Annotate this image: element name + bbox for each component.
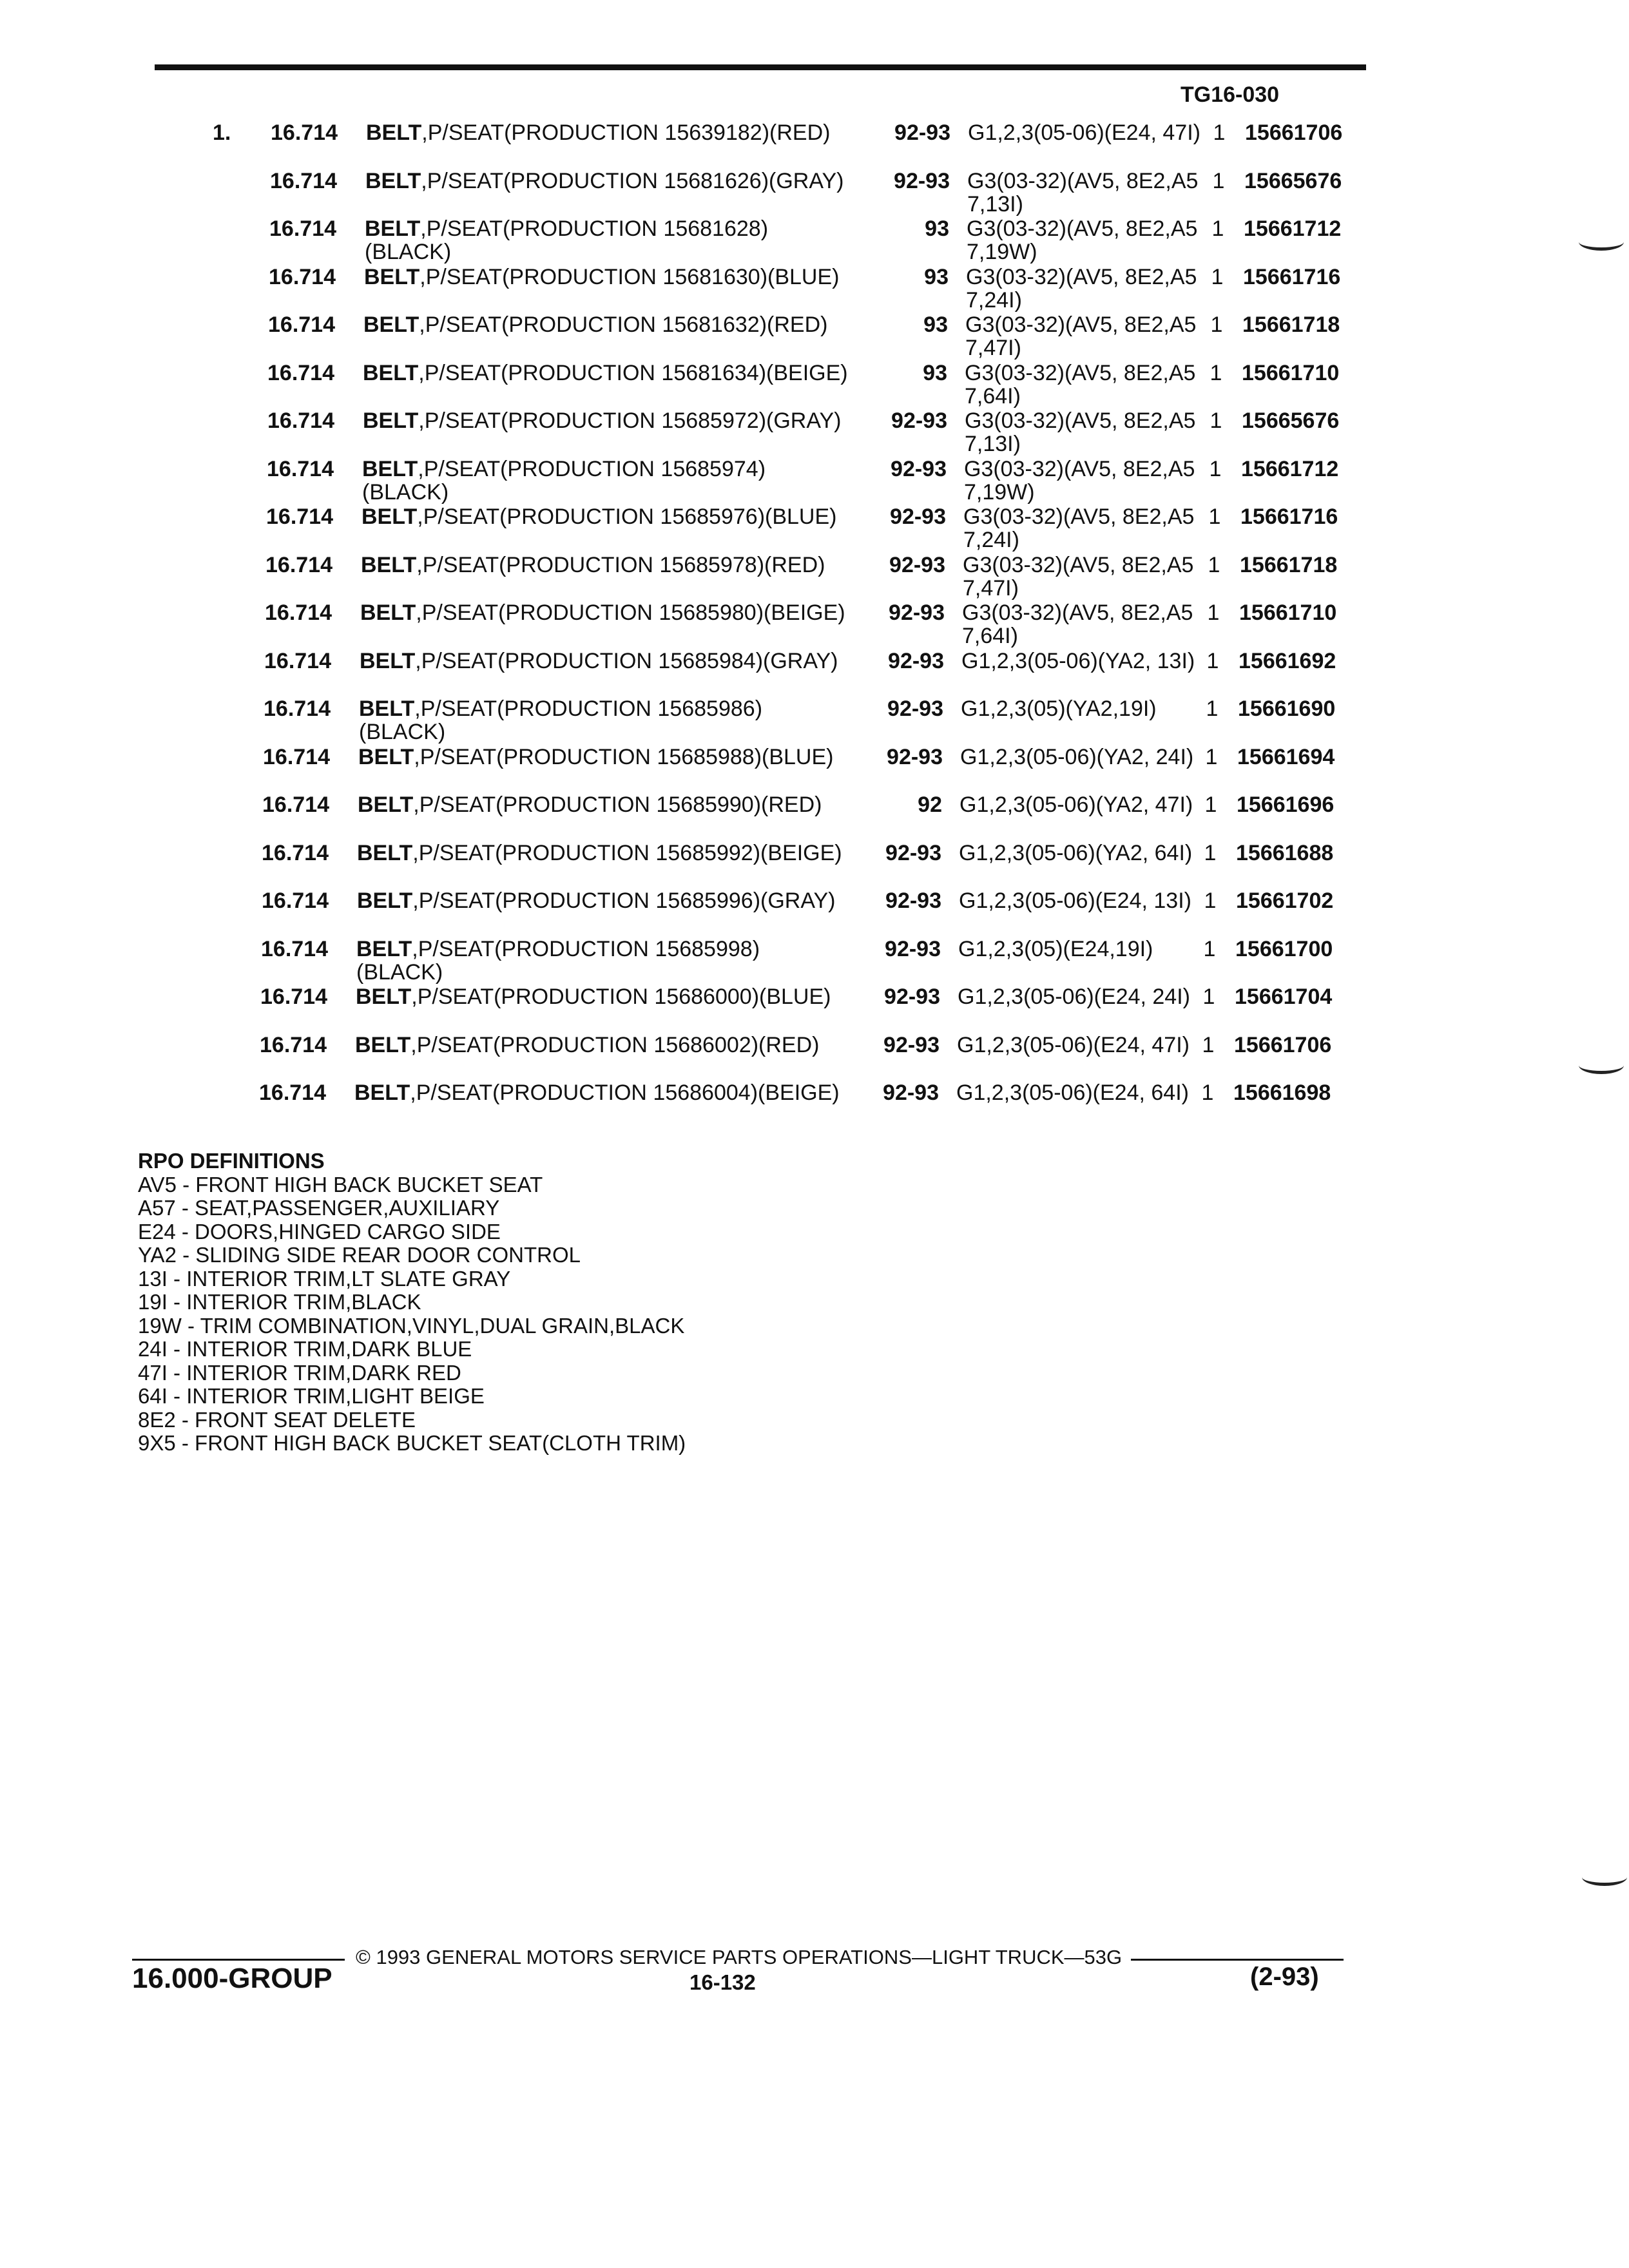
part-detail: ,P/SEAT(PRODUCTION 15685980)(BEIGE) (416, 601, 845, 625)
part-description (363, 361, 848, 385)
footer-group: 16.000-GROUP (132, 1963, 333, 1994)
usage-conditions: G1,2,3(05-06)(E24, 47I) (957, 1032, 1190, 1057)
model-years: 93 (924, 264, 949, 289)
part-name: BELT (364, 264, 420, 289)
footer-rule-right (1131, 1959, 1344, 1961)
model-years: 92-93 (894, 120, 950, 145)
part-detail: ,P/SEAT(PRODUCTION 15685998) (BLACK) (356, 936, 760, 985)
usage-conditions: G3(03-32)(AV5, 8E2,A57,64I) (965, 360, 1196, 408)
part-description (366, 121, 830, 144)
part-detail: ,P/SEAT(PRODUCTION 15681628) (BLACK) (365, 216, 769, 264)
rpo-definition: YA2 - SLIDING SIDE REAR DOOR CONTROL (138, 1243, 581, 1267)
usage-conditions: G1,2,3(05-06)(E24, 24I) (958, 985, 1190, 1009)
model-years: 92-93 (891, 456, 947, 481)
part-name: BELT (365, 168, 421, 193)
page-code: TG16-030 (1181, 82, 1280, 107)
part-detail: ,P/SEAT(PRODUCTION 15681632)(RED) (419, 312, 828, 337)
part-name: BELT (360, 648, 416, 673)
usage-conditions: G3(03-32)(AV5, 8E2,A57,19W) (964, 456, 1195, 505)
part-name: BELT (357, 889, 413, 913)
part-number: 15665676 (1242, 408, 1340, 433)
section-number: 16.714 (264, 648, 331, 673)
section-number: 16.714 (261, 936, 328, 961)
part-detail: ,P/SEAT(PRODUCTION 15686000)(BLUE) (411, 985, 831, 1009)
part-number: 15665676 (1244, 168, 1342, 193)
model-years: 92-93 (887, 697, 943, 721)
section-number: 16.714 (262, 840, 329, 865)
usage-conditions: G1,2,3(05)(YA2,19I) (961, 697, 1157, 721)
section-number: 16.714 (267, 408, 334, 433)
quantity: 1 (1211, 216, 1224, 241)
quantity: 1 (1204, 889, 1217, 913)
part-number: 15661706 (1245, 120, 1343, 145)
part-detail: ,P/SEAT(PRODUCTION 15685978)(RED) (416, 552, 825, 577)
model-years: 92-93 (889, 601, 945, 625)
part-name: BELT (357, 840, 413, 865)
section-number: 16.714 (264, 697, 331, 721)
rpo-definition: 19W - TRIM COMBINATION,VINYL,DUAL GRAIN,BLACK (138, 1313, 685, 1338)
part-detail: ,P/SEAT(PRODUCTION 15639182)(RED) (421, 120, 831, 145)
section-number: 16.714 (265, 552, 333, 577)
quantity: 1 (1207, 601, 1220, 625)
part-number: 15661692 (1239, 648, 1336, 673)
usage-conditions: G1,2,3(05-06)(YA2, 47I) (959, 793, 1193, 817)
quantity: 1 (1210, 408, 1222, 433)
part-number: 15661694 (1237, 744, 1335, 769)
part-number: 15661690 (1238, 697, 1336, 721)
part-description (360, 601, 845, 624)
part-detail: ,P/SEAT(PRODUCTION 15685972)(GRAY) (418, 408, 842, 433)
model-years: 92-93 (887, 744, 943, 769)
section-number: 16.714 (265, 601, 332, 625)
usage-conditions: G3(03-32)(AV5, 8E2,A57,64I) (962, 601, 1193, 648)
usage-conditions: G1,2,3(05-06)(YA2, 24I) (960, 744, 1194, 769)
part-description (361, 553, 825, 577)
table-row (0, 1033, 1629, 1080)
quantity: 1 (1212, 168, 1225, 193)
model-years: 92 (918, 793, 942, 817)
part-detail: ,P/SEAT(PRODUCTION 15685990)(RED) (413, 793, 822, 817)
table-row (0, 937, 1629, 984)
part-description (357, 889, 836, 912)
part-name: BELT (365, 216, 421, 241)
rpo-definition: 64I - INTERIOR TRIM,LIGHT BEIGE (138, 1384, 485, 1408)
quantity: 1 (1202, 1032, 1215, 1057)
table-row (0, 217, 1629, 264)
model-years: 92-93 (883, 1032, 940, 1057)
part-detail: ,P/SEAT(PRODUCTION 15685976)(BLUE) (417, 505, 837, 529)
section-number: 16.714 (260, 1032, 327, 1057)
part-description (358, 793, 822, 816)
part-number: 15661704 (1235, 985, 1333, 1009)
table-row (0, 265, 1629, 312)
part-description (363, 313, 827, 336)
part-number: 15661710 (1242, 360, 1340, 385)
usage-conditions: G3(03-32)(AV5, 8E2,A57,19W) (967, 216, 1198, 264)
section-number: 16.714 (271, 120, 338, 145)
table-row (0, 505, 1629, 552)
rpo-title: RPO DEFINITIONS (138, 1149, 325, 1173)
table-row (0, 649, 1629, 696)
table-row (0, 121, 1629, 168)
table-row (0, 889, 1629, 936)
model-years: 92-93 (888, 648, 944, 673)
usage-conditions: G1,2,3(05-06)(E24, 64I) (956, 1081, 1189, 1105)
part-name: BELT (358, 793, 414, 817)
quantity: 1 (1210, 312, 1223, 337)
section-number: 16.714 (262, 889, 329, 913)
part-detail: ,P/SEAT(PRODUCTION 15685974) (BLACK) (362, 456, 766, 505)
part-detail: ,P/SEAT(PRODUCTION 15685988)(BLUE) (414, 744, 834, 769)
footer-rule-left (132, 1959, 345, 1961)
usage-conditions: G3(03-32)(AV5, 8E2,A57,47I) (965, 312, 1197, 360)
part-description (358, 745, 833, 769)
usage-conditions: G1,2,3(05-06)(YA2, 64I) (959, 840, 1193, 865)
table-row (0, 985, 1629, 1032)
quantity: 1 (1202, 985, 1215, 1009)
part-name: BELT (363, 360, 419, 385)
part-description (365, 217, 768, 264)
scan-edge-mark (1582, 1869, 1627, 1886)
part-name: BELT (362, 456, 418, 481)
footer-copyright: © 1993 GENERAL MOTORS SERVICE PARTS OPERATIONS—LIGHT TRUCK—53G (356, 1946, 1123, 1968)
quantity: 1 (1206, 697, 1219, 721)
item-number: 1. (213, 120, 231, 145)
part-name: BELT (358, 744, 414, 769)
model-years: 93 (925, 216, 949, 241)
model-years: 92-93 (884, 985, 940, 1009)
part-name: BELT (366, 120, 422, 145)
part-number: 15661718 (1242, 312, 1340, 337)
usage-conditions: G1,2,3(05-06)(YA2, 13I) (961, 648, 1195, 673)
part-detail: ,P/SEAT(PRODUCTION 15686004)(BEIGE) (410, 1081, 840, 1105)
table-row (0, 169, 1629, 216)
quantity: 1 (1206, 648, 1219, 673)
table-row (0, 697, 1629, 744)
part-name: BELT (356, 985, 412, 1009)
section-number: 16.714 (267, 456, 334, 481)
model-years: 93 (923, 312, 948, 337)
table-row (0, 553, 1629, 600)
rpo-definition: 13I - INTERIOR TRIM,LT SLATE GRAY (138, 1266, 511, 1291)
section-number: 16.714 (259, 1081, 326, 1105)
section-number: 16.714 (263, 744, 330, 769)
rpo-definition: AV5 - FRONT HIGH BACK BUCKET SEAT (138, 1172, 543, 1196)
part-detail: ,P/SEAT(PRODUCTION 15681626)(GRAY) (421, 168, 844, 193)
part-description (360, 649, 838, 673)
footer-page-number: 16-132 (689, 1970, 756, 1994)
section-number: 16.714 (269, 216, 336, 241)
part-detail: ,P/SEAT(PRODUCTION 15685986) (BLACK) (359, 697, 763, 744)
part-description (357, 841, 842, 865)
quantity: 1 (1204, 793, 1217, 817)
rpo-definition: 9X5 - FRONT HIGH BACK BUCKET SEAT(CLOTH TRIM) (138, 1431, 686, 1455)
part-name: BELT (359, 697, 415, 721)
top-rule (155, 64, 1366, 70)
part-number: 15661710 (1239, 601, 1337, 625)
model-years: 92-93 (894, 168, 950, 193)
section-number: 16.714 (270, 168, 337, 193)
usage-conditions: G1,2,3(05)(E24,19I) (958, 936, 1153, 961)
rpo-lines (138, 1173, 686, 1456)
part-description (355, 1033, 819, 1057)
rpo-definition: 8E2 - FRONT SEAT DELETE (138, 1407, 416, 1432)
footer-date: (2-93) (1250, 1963, 1319, 1991)
usage-conditions: G3(03-32)(AV5, 8E2,A57,24I) (966, 264, 1197, 312)
section-number: 16.714 (267, 360, 334, 385)
section-number: 16.714 (269, 264, 336, 289)
usage-conditions: G3(03-32)(AV5, 8E2,A57,13I) (965, 408, 1196, 456)
part-detail: ,P/SEAT(PRODUCTION 15685984)(GRAY) (415, 648, 838, 673)
usage-conditions: G3(03-32)(AV5, 8E2,A57,47I) (963, 552, 1194, 601)
part-name: BELT (363, 408, 419, 433)
quantity: 1 (1210, 360, 1222, 385)
part-description (364, 265, 839, 289)
part-description (362, 457, 766, 504)
usage-conditions: G1,2,3(05-06)(E24, 13I) (959, 889, 1191, 913)
scan-edge-mark (1579, 1057, 1624, 1074)
usage-conditions: G3(03-32)(AV5, 8E2,A57,13I) (967, 168, 1199, 216)
quantity: 1 (1213, 120, 1226, 145)
part-description (365, 169, 844, 193)
model-years: 92-93 (891, 408, 947, 433)
quantity: 1 (1201, 1081, 1214, 1105)
quantity: 1 (1203, 936, 1216, 961)
usage-conditions: G1,2,3(05-06)(E24, 47I) (968, 120, 1200, 145)
part-number: 15661688 (1236, 840, 1334, 865)
scan-edge-mark (1579, 233, 1624, 251)
table-row (0, 409, 1629, 456)
part-detail: ,P/SEAT(PRODUCTION 15681634)(BEIGE) (418, 360, 848, 385)
part-name: BELT (354, 1081, 410, 1105)
part-number: 15661712 (1241, 456, 1339, 481)
part-number: 15661718 (1240, 552, 1338, 577)
quantity: 1 (1209, 456, 1222, 481)
part-description (359, 697, 762, 744)
rpo-definition: E24 - DOORS,HINGED CARGO SIDE (138, 1219, 501, 1244)
table-row (0, 841, 1629, 888)
part-name: BELT (363, 312, 419, 337)
model-years: 92-93 (889, 552, 945, 577)
rpo-definition: A57 - SEAT,PASSENGER,AUXILIARY (138, 1196, 500, 1220)
part-detail: ,P/SEAT(PRODUCTION 15681630)(BLUE) (419, 264, 840, 289)
part-number: 15661696 (1237, 793, 1335, 817)
model-years: 92-93 (890, 505, 946, 529)
part-number: 15661698 (1233, 1081, 1331, 1105)
section-number: 16.714 (260, 985, 327, 1009)
section-number: 16.714 (268, 312, 335, 337)
part-description (356, 937, 760, 984)
model-years: 92-93 (883, 1081, 939, 1105)
part-detail: ,P/SEAT(PRODUCTION 15685992)(BEIGE) (412, 840, 842, 865)
section-number: 16.714 (262, 793, 329, 817)
model-years: 92-93 (885, 889, 941, 913)
section-number: 16.714 (266, 505, 333, 529)
part-number: 15661716 (1240, 505, 1338, 529)
part-number: 15661700 (1235, 936, 1333, 961)
quantity: 1 (1205, 744, 1218, 769)
table-row (0, 457, 1629, 504)
quantity: 1 (1211, 264, 1224, 289)
rpo-definitions (138, 1149, 686, 1456)
table-row (0, 1081, 1629, 1128)
part-name: BELT (360, 601, 416, 625)
model-years: 92-93 (885, 936, 941, 961)
part-detail: ,P/SEAT(PRODUCTION 15685996)(GRAY) (412, 889, 836, 913)
part-name: BELT (355, 1032, 411, 1057)
rpo-definition: 47I - INTERIOR TRIM,DARK RED (138, 1360, 461, 1385)
part-number: 15661706 (1234, 1032, 1332, 1057)
model-years: 93 (923, 360, 947, 385)
part-name: BELT (356, 936, 412, 961)
part-name: BELT (361, 505, 418, 529)
rpo-definition: 19I - INTERIOR TRIM,BLACK (138, 1290, 421, 1314)
quantity: 1 (1208, 505, 1221, 529)
part-description (361, 505, 836, 528)
table-row (0, 793, 1629, 840)
part-detail: ,P/SEAT(PRODUCTION 15686002)(RED) (410, 1032, 820, 1057)
model-years: 92-93 (885, 840, 941, 865)
rpo-definition: 24I - INTERIOR TRIM,DARK BLUE (138, 1337, 472, 1361)
part-description (363, 409, 842, 432)
quantity: 1 (1204, 840, 1217, 865)
table-row (0, 745, 1629, 792)
part-description (356, 985, 831, 1008)
part-description (354, 1081, 840, 1104)
table-row (0, 313, 1629, 360)
table-row (0, 601, 1629, 648)
part-name: BELT (361, 552, 417, 577)
usage-conditions: G3(03-32)(AV5, 8E2,A57,24I) (963, 505, 1195, 552)
part-number: 15661712 (1244, 216, 1342, 241)
part-number: 15661716 (1243, 264, 1341, 289)
quantity: 1 (1208, 552, 1220, 577)
table-row (0, 361, 1629, 408)
part-number: 15661702 (1236, 889, 1334, 913)
